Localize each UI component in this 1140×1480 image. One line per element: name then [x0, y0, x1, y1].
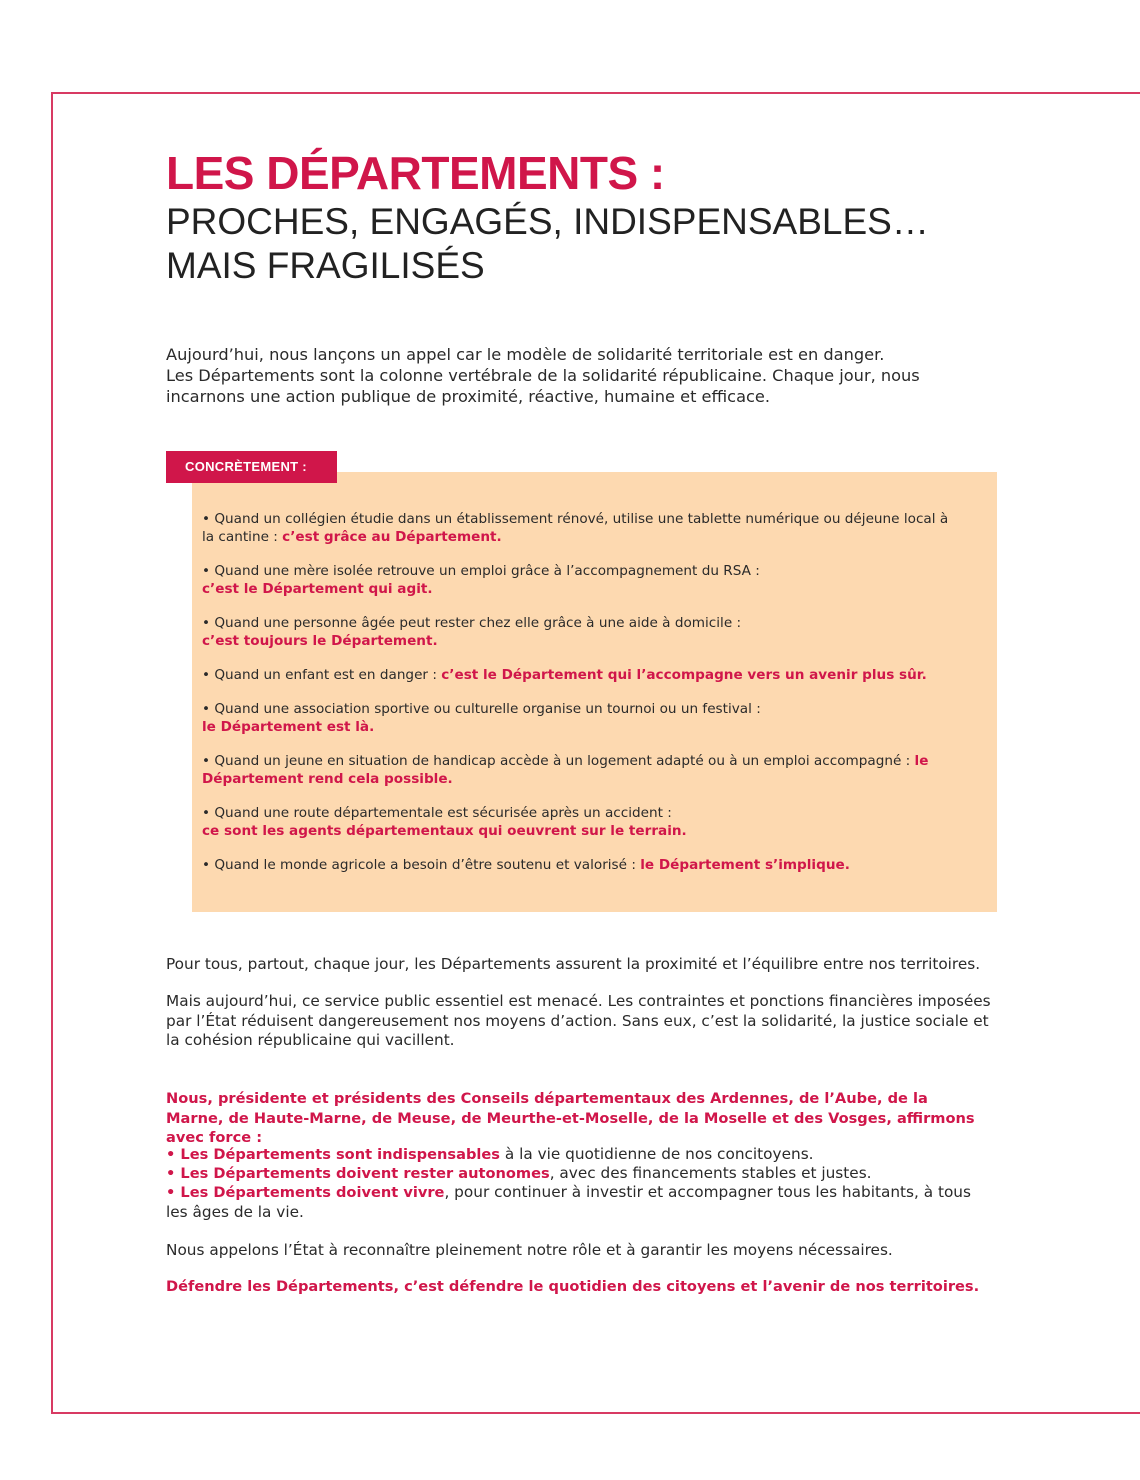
intro-line-3: incarnons une action publique de proximité, réactive, humaine et efficace. [166, 387, 770, 406]
list-item: • Quand un collégien étudie dans un établissement rénové, utilise une tablette numérique ou déjeune local à la cantine : c’est grâce au Département. [202, 511, 949, 545]
list-item: • Quand un jeune en situation de handicap accède à un logement adapté ou à un emploi accompagné : le Département rend cela possible. [202, 753, 929, 787]
intro-line-2: Les Départements sont la colonne vertébrale de la solidarité républicaine. Chaque jour, nous [166, 366, 920, 385]
subtitle-line-2: MAIS FRAGILISÉS [166, 245, 485, 286]
proximity-paragraph: Pour tous, partout, chaque jour, les Départements assurent la proximité et l’équilibre entre nos territoires. [166, 955, 981, 973]
subtitle-line-1: PROCHES, ENGAGÉS, INDISPENSABLES… [166, 201, 929, 242]
page-subtitle [166, 200, 929, 288]
list-item: • Quand une personne âgée peut rester chez elle grâce à une aide à domicile : c’est toujours le Département. [202, 615, 742, 649]
closing-statement: Défendre les Départements, c’est défendre le quotidien des citoyens et l’avenir de nos territoires. [166, 1278, 980, 1295]
declaration-paragraph: Nous, présidente et présidents des Conseils départementaux des Ardennes, de l’Aube, de la Marne, de Haute-Marne, de Meuse, de Meurthe-et-Moselle, de la Moselle et des Vosges, affirmons avec force : [166, 1090, 975, 1146]
list-item: • Quand une route départementale est sécurisée après un accident : ce sont les agents départementaux qui oeuvrent sur le terrain. [202, 805, 687, 839]
intro-paragraph [166, 344, 996, 407]
list-item: • Quand le monde agricole a besoin d’être soutenu et valorisé : le Département s’implique. [202, 857, 850, 873]
examples-list [202, 510, 962, 890]
section-tag: CONCRÈTEMENT : [166, 451, 337, 483]
page-title: LES DÉPARTEMENTS : [166, 147, 665, 199]
list-item: • Les Départements sont indispensables à la vie quotidienne de nos concitoyens. [166, 1145, 814, 1163]
affirmations-list [166, 1145, 986, 1222]
list-item: • Les Départements doivent rester autonomes, avec des financements stables et justes. [166, 1164, 872, 1183]
list-item: • Quand une mère isolée retrouve un emploi grâce à l’accompagnement du RSA : c’est le Département qui agit. [202, 563, 760, 597]
intro-line-1: Aujourd’hui, nous lançons un appel car le modèle de solidarité territoriale est en danger. [166, 345, 885, 364]
list-item: • Quand un enfant est en danger : c’est le Département qui l’accompagne vers un avenir plus sûr. [202, 667, 927, 683]
list-item: • Quand une association sportive ou culturelle organise un tournoi ou un festival : le Département est là. [202, 701, 761, 735]
list-item: • Les Départements doivent vivre, pour continuer à investir et accompagner tous les habitants, à tous les âges de la vie. [166, 1183, 971, 1221]
call-paragraph: Nous appelons l’État à reconnaître pleinement notre rôle et à garantir les moyens nécessaires. [166, 1241, 893, 1259]
threat-paragraph: Mais aujourd’hui, ce service public essentiel est menacé. Les contraintes et ponctions financières imposées par l’État réduisent dangereusement nos moyens d’action. Sans eux, c’est la solidarité, la justice sociale et la cohésion républicaine qui vacillent. [166, 992, 991, 1049]
